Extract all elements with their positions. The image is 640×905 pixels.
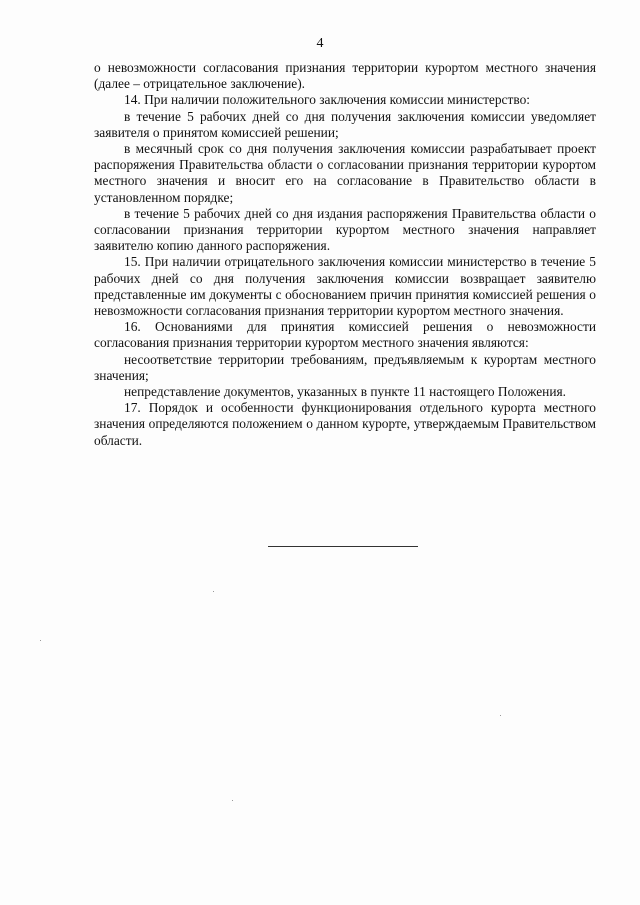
scan-speck <box>232 800 233 801</box>
paragraph-16-missing-docs: непредставление документов, указанных в пункте 11 настоящего Положения. <box>124 384 566 400</box>
paragraph-16-mismatch: несоответствие территории требованиям, предъявляемым к курортам местного значения; <box>94 351 596 383</box>
scan-speck <box>500 715 501 716</box>
scan-speck <box>213 591 214 592</box>
scan-speck <box>40 640 41 641</box>
paragraph-14-send-copy: в течение 5 рабочих дней со дня издания распоряжения Правительства области о согласовании признания территории курортом местного значения направляет заявителю копию данного распоряжения. <box>94 205 596 254</box>
paragraph-continuation: о невозможности согласования признания территории курортом местного значения (далее – отрицательное заключение). <box>94 60 596 92</box>
paragraph-item-17: 17. Порядок и особенности функционирования отдельного курорта местного значения определяются положением о данном курорте, утверждаемым Правительством области. <box>94 400 596 448</box>
paragraph-14-notify: в течение 5 рабочих дней со дня получения заключения комиссии уведомляет заявителя о принятом комиссией решении; <box>94 108 596 140</box>
end-divider <box>268 546 418 547</box>
page-number: 4 <box>316 36 324 51</box>
paragraph-item-15: 15. При наличии отрицательного заключения комиссии министерство в течение 5 рабочих дней со дня получения заключения комиссии возвращает заявителю представленные им документы с обоснованием причин принятия комиссией решения о невозможности согласования признания территории курортом местного значения. <box>94 254 596 319</box>
paragraph-item-14: 14. При наличии положительного заключения комиссии министерство: <box>124 92 530 108</box>
document-body <box>94 60 596 449</box>
paragraph-14-draft: в месячный срок со дня получения заключения комиссии разрабатывает проект распоряжения Правительства области о согласовании признания территории курортом местного значения и вносит его на согласование в Правительство области в установленном порядке; <box>94 141 596 205</box>
paragraph-item-16: 16. Основаниями для принятия комиссией решения о невозможности согласования признания территории курортом местного значения являются: <box>94 319 596 351</box>
